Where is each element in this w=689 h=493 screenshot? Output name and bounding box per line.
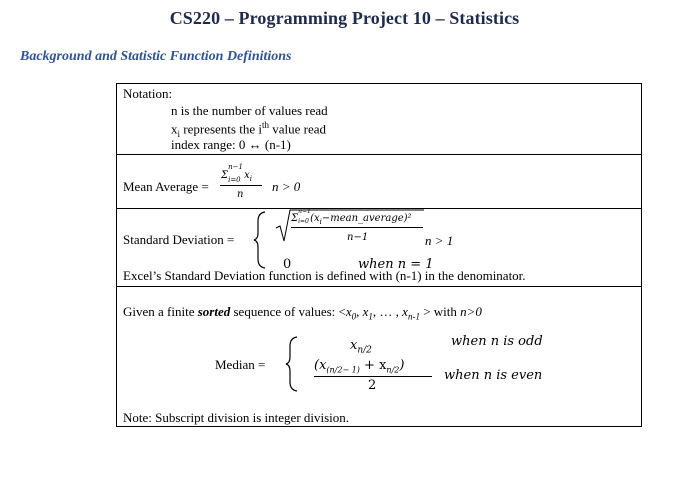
stddev-numerator: Σ n−1 i=0 $(x_i-mean\_average)^2$ [291, 208, 412, 226]
stddev-case-2-value: 0 [283, 257, 292, 272]
median-label: Median = [215, 357, 266, 372]
notation-line-range: index range: 0 ↔ (n-1) [171, 137, 291, 152]
notation-line-xi: $x_i$ represents the $i^{th}$ value read [171, 120, 327, 139]
mean-label: Mean Average = [123, 179, 209, 194]
mean-denominator: n [237, 189, 244, 200]
definitions-table [116, 83, 642, 427]
median-fraction-bar [314, 376, 432, 377]
divider [117, 286, 641, 287]
median-case-even-condition: when n is even [444, 368, 543, 383]
divider [117, 154, 641, 155]
median-case-even-denominator: 2 [368, 378, 377, 393]
stddev-denominator: n−1 [347, 232, 369, 243]
page-title: CS220 – Programming Project 10 – Statistics [169, 8, 520, 28]
median-case-odd-value: $x_{n/2}$ [350, 338, 372, 356]
stddev-left-brace [253, 211, 267, 269]
stddev-label: Standard Deviation = [123, 232, 235, 247]
median-case-even-numerator: $(x_{(n/2- 1)} + x_{n/2})$ [314, 358, 405, 375]
section-heading: Background and Statistic Function Definitions [20, 49, 292, 64]
stddev-fraction-bar [291, 227, 423, 228]
stddev-condition-1: n > 1 [425, 233, 454, 248]
notation-label: Notation: [123, 86, 173, 101]
median-left-brace [285, 336, 299, 392]
mean-condition: n > 0 [272, 179, 301, 194]
median-case-odd-condition: when n is odd [451, 334, 543, 349]
stddev-case-2-condition: when n = 1 [358, 257, 434, 272]
stddev-excel-note: Excel’s Standard Deviation function is defined with (n-1) in the denominator. [123, 268, 526, 283]
median-intro: Given a finite sorted sequence of values: $<x_0$, $x_1$, … , $x_{n-1}$ > with n>0 [123, 304, 482, 322]
mean-numerator: Σ n−1 i=0 $x_i$ [221, 163, 252, 184]
median-note: Note: Subscript division is integer division. [123, 410, 350, 425]
mean-fraction-bar [220, 185, 262, 186]
notation-line-n: n is the number of values read [171, 103, 328, 118]
